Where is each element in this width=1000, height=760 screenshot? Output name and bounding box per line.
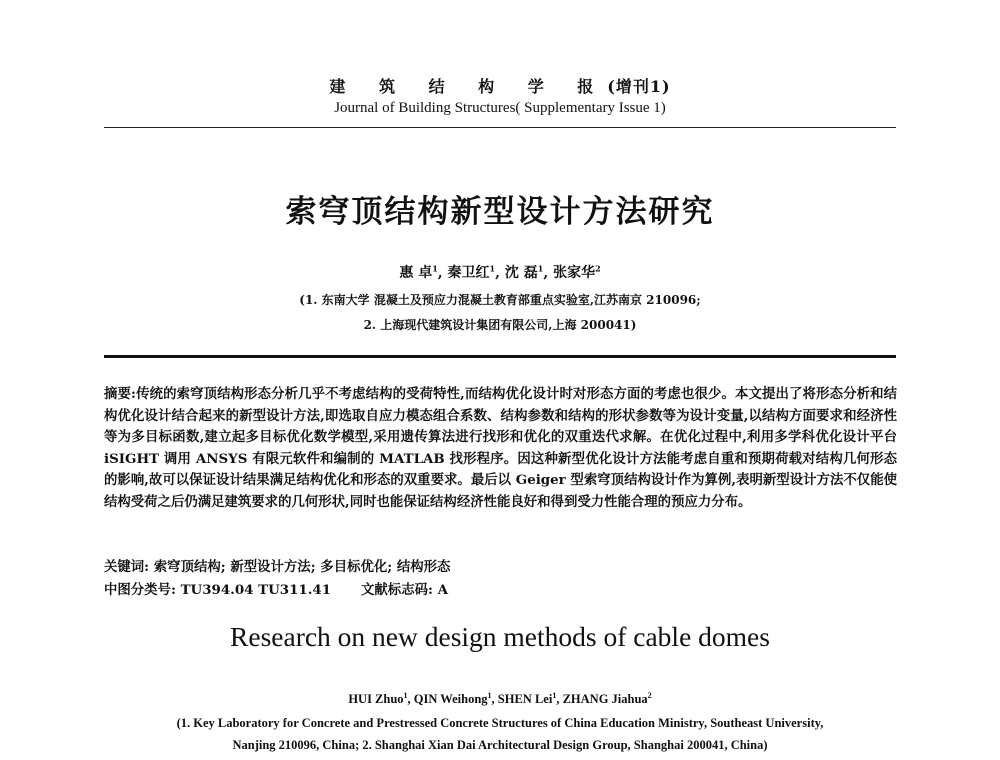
journal-issue-cn: (增刊1) bbox=[607, 77, 671, 96]
abstract bbox=[104, 384, 897, 513]
author-list-en: HUI Zhuo$^1$, QIN Weihong$^1$, SHEN Lei$^1$, ZHANG Jiahua$^2$ bbox=[348, 690, 652, 706]
author-affiliation-mark: 1 bbox=[537, 263, 544, 274]
author-name: 秦卫红 bbox=[447, 265, 490, 281]
affiliation-en-line: (1. Key Laboratory for Concrete and Prestressed Concrete Structures of China Education Ministry, Southeast University, bbox=[176, 716, 824, 730]
abstract-text: 传统的索穹顶结构形态分析几乎不考虑结构的受荷特性,而结构优化设计时对形态方面的考虑也很少。本文提出了将形态分析和结构优化设计结合起来的新型设计方法,即选取自应力模态组合系数、结构参数和结构的形状参数等为设计变量,以结构方面要求和经济性等为多目标函数,建立起多目标优化数学模型,采用遗传算法进行找形和优化的双重迭代求解。在优化过程中,利用多学科优化设计平台 iSIGHT 调用 ANSYS 有限元软件和编制的 MATLAB 找形程序。因这种新型优化设计方法能考虑自重和预期荷载对结构几何形态的影响,故可以保证设计结果满足结构优化和形态的双重要求。最后以 Geiger 型索穹顶结构设计作为算例,表明新型设计方法不仅能使结构受荷之后仍满足建筑要求的几何形状,同时也能保证结构经济性能良好和得到受力性能合理的预应力分布。 bbox=[104, 386, 897, 510]
author-affiliation-mark: 1 bbox=[552, 690, 557, 700]
author-affiliation-mark: 2 bbox=[595, 263, 601, 274]
document-code-label: 文献标志码: bbox=[361, 582, 433, 598]
section-divider bbox=[104, 355, 896, 358]
author-name-en: QIN Weihong bbox=[413, 692, 488, 706]
journal-header-cn bbox=[0, 74, 1000, 97]
author-affiliation-mark: 1 bbox=[403, 690, 408, 700]
keywords-text: 索穹顶结构; 新型设计方法; 多目标优化; 结构形态 bbox=[153, 559, 451, 575]
affiliation-en-line: Nanjing 210096, China; 2. Shanghai Xian Dai Architectural Design Group, Shanghai 200041, China) bbox=[232, 738, 768, 752]
author-name: 张家华 bbox=[553, 265, 596, 281]
abstract-label: 摘要: bbox=[104, 386, 136, 402]
author-name-en: ZHANG Jiahua bbox=[562, 692, 648, 706]
keywords-label: 关键词: bbox=[104, 559, 150, 575]
author-list-cn: 惠 卓$^1$, 秦卫红$^1$, 沈 磊$^1$, 张家华$^2$ bbox=[399, 263, 601, 281]
author-affiliation-mark: 2 bbox=[647, 690, 652, 700]
author-name-en: SHEN Lei bbox=[497, 692, 553, 706]
keywords bbox=[104, 556, 897, 575]
author-name: 惠 卓 bbox=[399, 265, 433, 281]
journal-header-en: Journal of Building Structures( Supplementary Issue 1) bbox=[334, 100, 666, 116]
paper-title-cn: 索穹顶结构新型设计方法研究 bbox=[285, 194, 715, 230]
classification-value: TU394.04 TU311.41 bbox=[180, 582, 332, 598]
journal-name-cn: 建 筑 结 构 学 报 bbox=[329, 77, 608, 96]
affiliation-cn-line: 2. 上海现代建筑设计集团有限公司,上海 200041) bbox=[363, 318, 637, 332]
document-code-value: A bbox=[437, 582, 448, 598]
paper-title-en: Research on new design methods of cable domes bbox=[230, 621, 770, 652]
classification-label: 中图分类号: bbox=[104, 582, 176, 598]
affiliation-cn-line: (1. 东南大学 混凝土及预应力混凝土教育部重点实验室,江苏南京 210096; bbox=[299, 293, 701, 307]
classification bbox=[104, 579, 897, 598]
author-affiliation-mark: 1 bbox=[432, 263, 438, 274]
header-divider bbox=[104, 127, 896, 128]
author-affiliation-mark: 1 bbox=[489, 263, 496, 274]
author-affiliation-mark: 1 bbox=[487, 690, 492, 700]
author-name: 沈 磊 bbox=[504, 265, 538, 281]
author-name-en: HUI Zhuo bbox=[348, 692, 404, 706]
